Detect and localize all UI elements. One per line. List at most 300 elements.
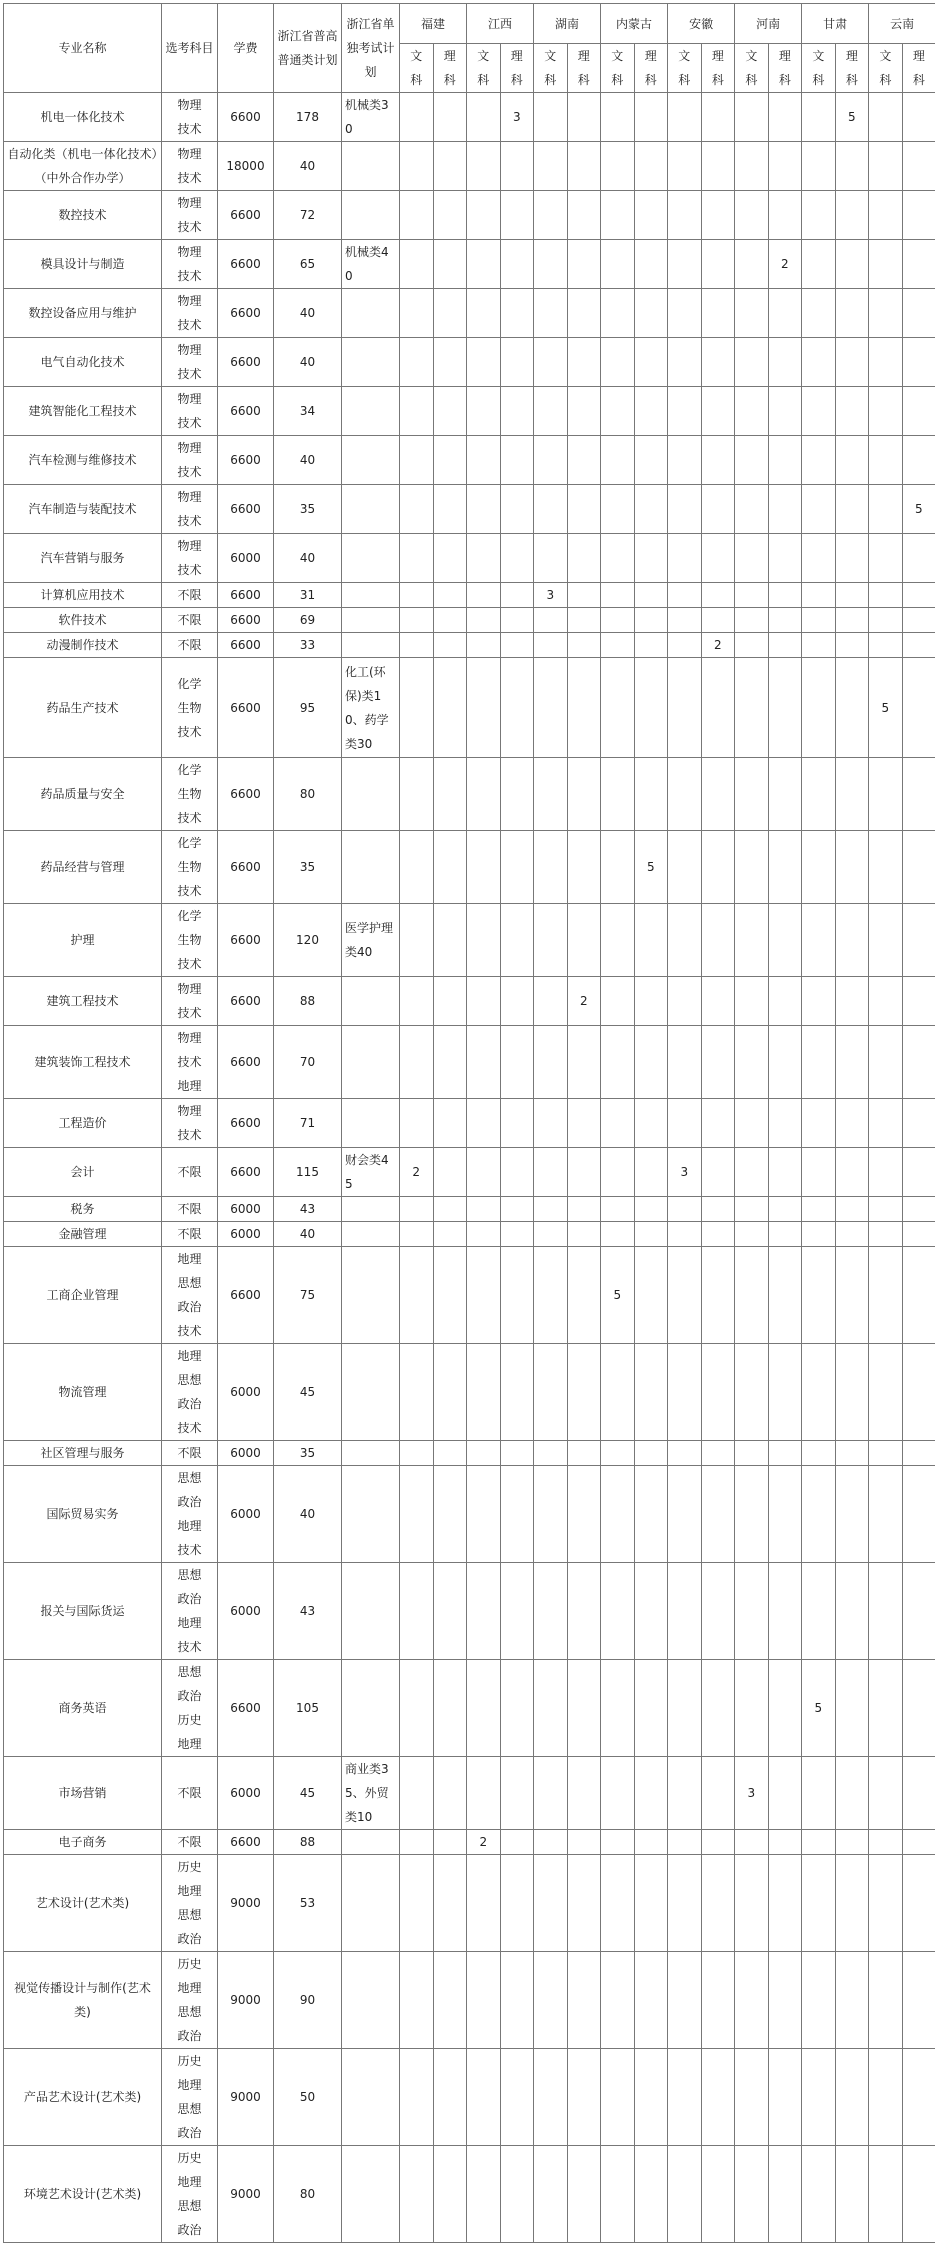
cell-province-quota: [534, 2146, 568, 2243]
cell-province-quota: [701, 758, 735, 831]
cell-province-quota: [467, 93, 501, 142]
cell-major-name: 药品经营与管理: [4, 831, 162, 904]
cell-province-quota: [802, 977, 836, 1026]
cell-province-quota: [701, 1660, 735, 1757]
cell-province-quota: [500, 534, 534, 583]
cell-major-name: 产品艺术设计(艺术类): [4, 2049, 162, 2146]
cell-zhejiang-single-exam: [342, 1855, 400, 1952]
cell-province-quota: 5: [869, 658, 903, 758]
cell-province-quota: [400, 1563, 434, 1660]
cell-province-quota: [601, 658, 635, 758]
cell-province-quota: [567, 1026, 601, 1099]
cell-province-quota: [601, 831, 635, 904]
cell-province-quota: [835, 534, 869, 583]
cell-province-quota: [400, 1660, 434, 1757]
cell-province-quota: [735, 191, 769, 240]
cell-province-quota: 3: [735, 1757, 769, 1830]
cell-major-name: 工程造价: [4, 1099, 162, 1148]
table-row: [4, 608, 935, 633]
cell-zhejiang-single-exam: [342, 387, 400, 436]
cell-province-quota: [768, 1466, 802, 1563]
cell-province-quota: [400, 1247, 434, 1344]
cell-province-quota: [668, 1441, 702, 1466]
cell-province-quota: [768, 608, 802, 633]
cell-fee: 6600: [218, 904, 274, 977]
cell-province-quota: [835, 831, 869, 904]
cell-province-quota: [735, 658, 769, 758]
cell-province-quota: 3: [668, 1148, 702, 1197]
cell-major-name: 建筑智能化工程技术: [4, 387, 162, 436]
cell-major-name: 物流管理: [4, 1344, 162, 1441]
cell-province-quota: [701, 831, 735, 904]
cell-fee: 6600: [218, 485, 274, 534]
table-row: [4, 1222, 935, 1247]
cell-province-quota: [701, 1222, 735, 1247]
cell-subjects: 不限: [162, 633, 218, 658]
cell-province-quota: [768, 1830, 802, 1855]
cell-province-quota: [735, 338, 769, 387]
cell-zhejiang-plan: 95: [274, 658, 342, 758]
cell-province-quota: [601, 1757, 635, 1830]
cell-zhejiang-single-exam: [342, 1344, 400, 1441]
cell-province-quota: [802, 93, 836, 142]
cell-province-quota: [601, 1660, 635, 1757]
cell-province-quota: [701, 387, 735, 436]
header-province-gansu: 甘肃: [802, 4, 869, 44]
cell-subjects: 物理 技术: [162, 338, 218, 387]
cell-fee: 18000: [218, 142, 274, 191]
cell-province-quota: [534, 1148, 568, 1197]
cell-province-quota: [735, 240, 769, 289]
cell-province-quota: [467, 436, 501, 485]
cell-province-quota: [433, 1222, 467, 1247]
admission-plan-table-wrapper: [3, 3, 935, 2243]
cell-province-quota: [701, 1466, 735, 1563]
table-row: [4, 1344, 935, 1441]
cell-province-quota: [467, 977, 501, 1026]
table-row: [4, 191, 935, 240]
cell-subjects: 历史 地理 思想政治: [162, 2049, 218, 2146]
cell-province-quota: [433, 1660, 467, 1757]
table-row: [4, 2049, 935, 2146]
header-province-henan: 河南: [735, 4, 802, 44]
cell-province-quota: [601, 1563, 635, 1660]
cell-province-quota: [567, 583, 601, 608]
cell-province-quota: [433, 1197, 467, 1222]
cell-province-quota: [902, 583, 935, 608]
cell-province-quota: 2: [400, 1148, 434, 1197]
cell-province-quota: [534, 93, 568, 142]
cell-province-quota: [802, 534, 836, 583]
cell-province-quota: [835, 1855, 869, 1952]
table-row: [4, 142, 935, 191]
cell-subjects: 地理 思想政治 技术: [162, 1247, 218, 1344]
cell-province-quota: [802, 1563, 836, 1660]
table-row: [4, 1148, 935, 1197]
cell-province-quota: [768, 1099, 802, 1148]
cell-province-quota: [869, 608, 903, 633]
cell-province-quota: [634, 485, 668, 534]
cell-province-quota: [433, 1952, 467, 2049]
cell-province-quota: [869, 387, 903, 436]
cell-zhejiang-plan: 75: [274, 1247, 342, 1344]
cell-zhejiang-plan: 40: [274, 289, 342, 338]
cell-province-quota: [902, 977, 935, 1026]
cell-zhejiang-plan: 90: [274, 1952, 342, 2049]
cell-province-quota: [433, 534, 467, 583]
cell-zhejiang-plan: 40: [274, 436, 342, 485]
cell-province-quota: [467, 240, 501, 289]
cell-province-quota: [902, 633, 935, 658]
cell-major-name: 数控设备应用与维护: [4, 289, 162, 338]
cell-major-name: 电子商务: [4, 1830, 162, 1855]
cell-province-quota: [768, 1247, 802, 1344]
cell-major-name: 护理: [4, 904, 162, 977]
cell-province-quota: [467, 485, 501, 534]
cell-province-quota: [869, 831, 903, 904]
cell-province-quota: [433, 142, 467, 191]
cell-province-quota: [467, 1148, 501, 1197]
cell-zhejiang-plan: 88: [274, 977, 342, 1026]
cell-zhejiang-plan: 45: [274, 1344, 342, 1441]
cell-province-quota: [802, 191, 836, 240]
cell-zhejiang-single-exam: [342, 191, 400, 240]
cell-zhejiang-single-exam: 医学护理类40: [342, 904, 400, 977]
cell-province-quota: [500, 1197, 534, 1222]
cell-province-quota: [668, 338, 702, 387]
cell-province-quota: [400, 240, 434, 289]
cell-zhejiang-single-exam: [342, 583, 400, 608]
cell-fee: 6600: [218, 583, 274, 608]
cell-province-quota: [668, 583, 702, 608]
cell-province-quota: [701, 1247, 735, 1344]
cell-province-quota: [668, 831, 702, 904]
cell-province-quota: [701, 1563, 735, 1660]
cell-province-quota: [467, 608, 501, 633]
cell-province-quota: [634, 583, 668, 608]
table-row: [4, 2146, 935, 2243]
cell-province-quota: [567, 240, 601, 289]
cell-province-quota: [567, 1466, 601, 1563]
cell-province-quota: [668, 289, 702, 338]
cell-fee: 9000: [218, 2049, 274, 2146]
cell-subjects: 地理 思想政治 技术: [162, 1344, 218, 1441]
cell-province-quota: [500, 2146, 534, 2243]
cell-province-quota: [668, 534, 702, 583]
cell-province-quota: [768, 2146, 802, 2243]
cell-province-quota: [534, 1247, 568, 1344]
cell-province-quota: [601, 1830, 635, 1855]
cell-province-quota: [668, 436, 702, 485]
cell-province-quota: [768, 583, 802, 608]
cell-province-quota: [768, 1344, 802, 1441]
cell-province-quota: [668, 608, 702, 633]
cell-province-quota: [701, 191, 735, 240]
cell-province-quota: [634, 904, 668, 977]
cell-zhejiang-single-exam: [342, 1197, 400, 1222]
cell-province-quota: [433, 633, 467, 658]
cell-province-quota: [869, 534, 903, 583]
cell-province-quota: [433, 608, 467, 633]
table-row: [4, 1830, 935, 1855]
cell-province-quota: [400, 2146, 434, 2243]
cell-province-quota: [902, 1222, 935, 1247]
cell-province-quota: [835, 658, 869, 758]
cell-subjects: 物理 技术: [162, 387, 218, 436]
table-row: [4, 1563, 935, 1660]
cell-zhejiang-single-exam: [342, 1222, 400, 1247]
cell-province-quota: [701, 436, 735, 485]
cell-province-quota: [869, 1222, 903, 1247]
cell-province-quota: [701, 1197, 735, 1222]
cell-province-quota: [735, 1466, 769, 1563]
table-row: [4, 1026, 935, 1099]
cell-province-quota: [467, 1441, 501, 1466]
cell-fee: 6000: [218, 1757, 274, 1830]
cell-province-quota: [433, 583, 467, 608]
cell-province-quota: [869, 904, 903, 977]
cell-subjects: 物理 技术: [162, 289, 218, 338]
cell-province-quota: [500, 1026, 534, 1099]
cell-province-quota: [768, 191, 802, 240]
cell-province-quota: [902, 289, 935, 338]
cell-province-quota: [735, 485, 769, 534]
cell-province-quota: [668, 485, 702, 534]
cell-province-quota: [701, 977, 735, 1026]
cell-province-quota: [433, 1441, 467, 1466]
cell-fee: 6000: [218, 1197, 274, 1222]
cell-province-quota: [735, 1441, 769, 1466]
cell-province-quota: [668, 1855, 702, 1952]
cell-province-quota: [869, 2146, 903, 2243]
cell-zhejiang-plan: 80: [274, 2146, 342, 2243]
cell-province-quota: [534, 658, 568, 758]
cell-province-quota: [467, 289, 501, 338]
cell-province-quota: [735, 387, 769, 436]
cell-province-quota: [634, 1247, 668, 1344]
cell-fee: 6600: [218, 608, 274, 633]
cell-province-quota: [735, 977, 769, 1026]
cell-province-quota: [835, 1563, 869, 1660]
cell-zhejiang-plan: 69: [274, 608, 342, 633]
cell-province-quota: [802, 1197, 836, 1222]
cell-subjects: 化学 生物 技术: [162, 831, 218, 904]
header-wen-ke: 文科: [601, 44, 635, 93]
cell-subjects: 历史 地理 思想政治: [162, 1952, 218, 2049]
cell-province-quota: [567, 534, 601, 583]
cell-fee: 6600: [218, 1099, 274, 1148]
table-row: [4, 583, 935, 608]
cell-province-quota: [534, 534, 568, 583]
cell-subjects: 物理 技术: [162, 436, 218, 485]
cell-fee: 6000: [218, 1344, 274, 1441]
cell-fee: 6000: [218, 1441, 274, 1466]
cell-province-quota: [567, 387, 601, 436]
cell-province-quota: [768, 289, 802, 338]
cell-province-quota: [668, 1197, 702, 1222]
cell-subjects: 物理 技术: [162, 191, 218, 240]
cell-province-quota: [400, 436, 434, 485]
header-zhejiang-plan: 浙江省普高普通类计划: [274, 4, 342, 93]
header-li-ke: 理科: [701, 44, 735, 93]
cell-province-quota: [567, 2049, 601, 2146]
cell-major-name: 汽车检测与维修技术: [4, 436, 162, 485]
cell-province-quota: [534, 904, 568, 977]
cell-province-quota: [400, 758, 434, 831]
cell-province-quota: [768, 1197, 802, 1222]
cell-province-quota: [802, 904, 836, 977]
cell-province-quota: [400, 2049, 434, 2146]
cell-major-name: 工商企业管理: [4, 1247, 162, 1344]
cell-province-quota: [500, 1148, 534, 1197]
cell-province-quota: [500, 1247, 534, 1344]
cell-province-quota: [400, 1099, 434, 1148]
cell-province-quota: [902, 1441, 935, 1466]
cell-province-quota: [735, 1148, 769, 1197]
cell-fee: 6600: [218, 1026, 274, 1099]
cell-province-quota: [902, 1099, 935, 1148]
cell-province-quota: [902, 831, 935, 904]
cell-province-quota: [500, 1757, 534, 1830]
table-row: [4, 904, 935, 977]
cell-province-quota: [869, 1660, 903, 1757]
table-header: [4, 4, 935, 93]
cell-province-quota: [567, 142, 601, 191]
cell-subjects: 物理 技术 地理: [162, 1026, 218, 1099]
cell-province-quota: [802, 583, 836, 608]
table-row: [4, 1660, 935, 1757]
cell-fee: 6000: [218, 534, 274, 583]
cell-province-quota: [567, 831, 601, 904]
cell-province-quota: [902, 1344, 935, 1441]
cell-fee: 6600: [218, 240, 274, 289]
cell-province-quota: [701, 904, 735, 977]
cell-province-quota: [835, 1247, 869, 1344]
cell-province-quota: [701, 1148, 735, 1197]
cell-province-quota: [534, 633, 568, 658]
cell-province-quota: [902, 1855, 935, 1952]
table-row: [4, 338, 935, 387]
cell-province-quota: [902, 436, 935, 485]
cell-major-name: 机电一体化技术: [4, 93, 162, 142]
cell-zhejiang-plan: 33: [274, 633, 342, 658]
cell-major-name: 税务: [4, 1197, 162, 1222]
cell-province-quota: [735, 289, 769, 338]
cell-major-name: 商务英语: [4, 1660, 162, 1757]
cell-province-quota: [534, 1026, 568, 1099]
cell-province-quota: 3: [500, 93, 534, 142]
cell-fee: 6600: [218, 1148, 274, 1197]
cell-province-quota: [768, 633, 802, 658]
cell-province-quota: [869, 1757, 903, 1830]
cell-province-quota: [467, 1660, 501, 1757]
cell-province-quota: [701, 1855, 735, 1952]
cell-province-quota: [802, 758, 836, 831]
cell-province-quota: [634, 1148, 668, 1197]
cell-province-quota: [835, 2049, 869, 2146]
cell-province-quota: [601, 1222, 635, 1247]
cell-province-quota: [668, 2049, 702, 2146]
cell-province-quota: [634, 658, 668, 758]
cell-province-quota: [467, 142, 501, 191]
cell-zhejiang-plan: 40: [274, 338, 342, 387]
cell-province-quota: [567, 289, 601, 338]
cell-province-quota: [668, 387, 702, 436]
cell-province-quota: [768, 1660, 802, 1757]
cell-province-quota: [634, 977, 668, 1026]
cell-province-quota: [835, 1952, 869, 2049]
cell-fee: 6000: [218, 1563, 274, 1660]
cell-province-quota: [400, 608, 434, 633]
cell-province-quota: [433, 758, 467, 831]
table-row: [4, 1466, 935, 1563]
cell-province-quota: [433, 2146, 467, 2243]
cell-zhejiang-single-exam: [342, 1563, 400, 1660]
cell-province-quota: [400, 1757, 434, 1830]
cell-major-name: 社区管理与服务: [4, 1441, 162, 1466]
cell-province-quota: [400, 831, 434, 904]
cell-province-quota: [802, 1026, 836, 1099]
cell-province-quota: [701, 583, 735, 608]
cell-subjects: 不限: [162, 1757, 218, 1830]
header-zhejiang-single-exam: 浙江省单独考试计划: [342, 4, 400, 93]
cell-province-quota: [802, 1222, 836, 1247]
cell-province-quota: [735, 1197, 769, 1222]
cell-province-quota: [467, 534, 501, 583]
cell-province-quota: [534, 240, 568, 289]
cell-province-quota: [735, 1099, 769, 1148]
cell-province-quota: [869, 1563, 903, 1660]
table-row: [4, 534, 935, 583]
cell-subjects: 物理 技术: [162, 534, 218, 583]
cell-zhejiang-plan: 65: [274, 240, 342, 289]
cell-province-quota: [701, 2146, 735, 2243]
cell-province-quota: [835, 977, 869, 1026]
cell-province-quota: [500, 658, 534, 758]
cell-province-quota: [500, 1855, 534, 1952]
cell-province-quota: [467, 583, 501, 608]
cell-zhejiang-single-exam: [342, 338, 400, 387]
cell-province-quota: [768, 485, 802, 534]
cell-zhejiang-single-exam: 机械类30: [342, 93, 400, 142]
cell-province-quota: [735, 1026, 769, 1099]
cell-zhejiang-single-exam: 商业类35、外贸类10: [342, 1757, 400, 1830]
cell-province-quota: [634, 608, 668, 633]
cell-zhejiang-single-exam: [342, 436, 400, 485]
cell-province-quota: [567, 1222, 601, 1247]
cell-province-quota: [601, 2049, 635, 2146]
cell-province-quota: [802, 2146, 836, 2243]
cell-province-quota: [534, 142, 568, 191]
cell-subjects: 化学 生物 技术: [162, 658, 218, 758]
cell-province-quota: [400, 142, 434, 191]
cell-province-quota: [701, 93, 735, 142]
cell-province-quota: [869, 1197, 903, 1222]
cell-province-quota: [467, 1026, 501, 1099]
cell-province-quota: [601, 1441, 635, 1466]
cell-province-quota: [433, 240, 467, 289]
table-row: [4, 633, 935, 658]
cell-zhejiang-plan: 35: [274, 485, 342, 534]
cell-province-quota: [768, 2049, 802, 2146]
cell-province-quota: [567, 1247, 601, 1344]
cell-province-quota: [467, 1563, 501, 1660]
table-row: [4, 1441, 935, 1466]
cell-zhejiang-single-exam: [342, 2146, 400, 2243]
cell-province-quota: [802, 608, 836, 633]
cell-province-quota: 5: [902, 485, 935, 534]
header-li-ke: 理科: [768, 44, 802, 93]
